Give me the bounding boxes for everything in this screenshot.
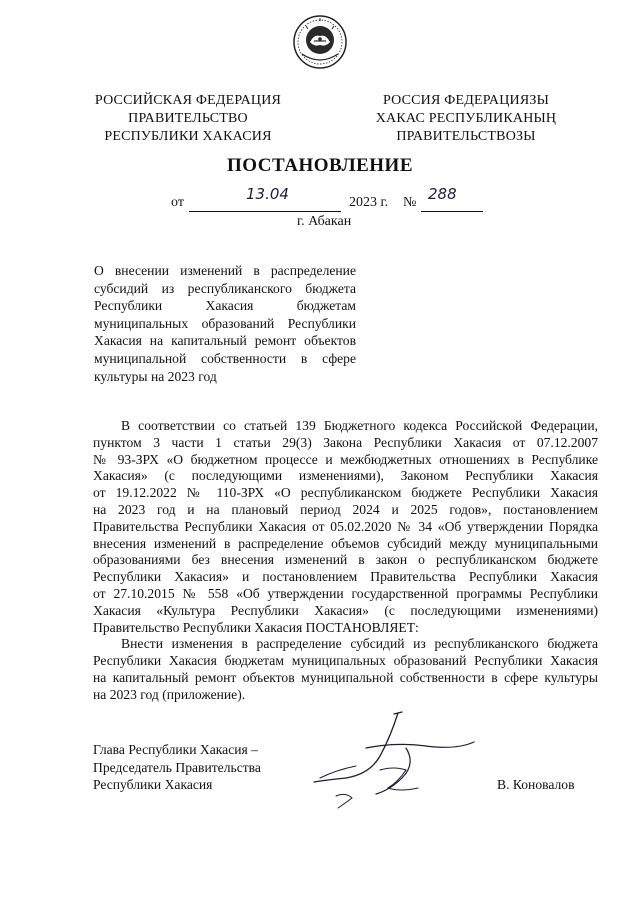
signatory-position-line: Глава Республики Хакасия – [93,742,258,757]
signatory-name: В. Коновалов [497,777,575,792]
body-line: Правительства Республики Хакасия от 05.02.2020 № 34 «Об утверждении Порядка [93,518,598,534]
body-line: на капитальный ремонт объектов муниципальной собственности в сфере культуры [93,669,598,685]
subject-block [94,262,356,385]
body-line: от 27.10.2015 № 558 «Об утверждении государственной программы Республики [93,585,598,601]
header-right-line: РОССИЯ ФЕДЕРАЦИЯЗЫ [382,93,550,108]
from-label: от [171,195,184,210]
coat-of-arms-icon [292,14,348,70]
subject-line: Республики Хакасия бюджетам [94,298,356,314]
signatory-position [93,741,293,794]
number-underline [421,211,483,212]
body-line: № 93-ЗРХ «О бюджетном процессе и межбюджетных отношениях в Республике [93,451,598,467]
subject-line: О внесении изменений в распределение [94,263,356,278]
body-line: на 2023 год (приложение). [93,686,246,702]
subject-line: Хакасия на капитальный ремонт объектов [94,333,356,349]
header-right [366,92,566,146]
date-handwritten: 13.04 [246,185,289,203]
body-line: Хакасия» (с последующими изменениями), Законом Республики Хакасия [93,468,598,484]
number-handwritten: 288 [428,185,457,203]
date-underline [189,211,341,212]
date-line [0,185,640,215]
body-text [93,418,598,704]
body-line: внесения изменений в распределение объемов субсидий между муниципальными [93,535,598,551]
city: г. Абакан [297,214,352,229]
year-text: 2023 г. [349,195,389,210]
body-line: от 19.12.2022 № 110-ЗРХ «О республиканском бюджете Республики Хакасия [93,485,598,501]
signatory-position-line: Республики Хакасия [93,777,213,792]
subject-line: муниципальной собственности в сфере [94,350,356,366]
body-line: образованиями без внесения изменений в закон о республиканском бюджете [93,552,598,568]
body-line: Республики Хакасия» и постановлением Правительства Республики Хакасия [93,569,598,585]
subject-line: муниципальных образований Республики [94,315,356,331]
subject-line: культуры на 2023 год [94,368,217,384]
body-line: Республики Хакасия бюджетам муниципальных образований Республики Хакасия [93,653,598,669]
header-right-line: ХАКАС РЕСПУБЛИКАНЫҢ [375,111,557,126]
header-left-line: ПРАВИТЕЛЬСТВО [128,111,248,126]
header-right-line: ПРАВИТЕЛЬСТВОЗЫ [396,129,536,144]
header-left-line: РОССИЙСКАЯ ФЕДЕРАЦИЯ [94,93,282,108]
header-left [88,92,288,146]
body-line: Хакасия «Культура Республики Хакасия» (с последующими изменениями) [93,602,598,618]
signatory-position-line: Председатель Правительства [93,759,261,775]
handwritten-signature [306,708,486,818]
number-label: № [403,195,417,210]
subject-line: субсидий из республиканского бюджета [94,280,356,296]
body-line: на 2023 год и на плановый период 2024 и 2025 годов», постановлением [93,501,598,517]
document-title: ПОСТАНОВЛЕНИЕ [226,155,414,176]
header-left-line: РЕСПУБЛИКИ ХАКАСИЯ [104,129,272,144]
body-line: Правительство Республики Хакасия ПОСТАНОВЛЯЕТ: [93,619,419,635]
body-line: пунктом 3 части 1 статьи 29(3) Закона Республики Хакасия от 07.12.2007 [93,434,598,450]
body-line: Внести изменения в распределение субсидий из республиканского бюджета [121,636,598,652]
body-line: В соответствии со статьей 139 Бюджетного кодекса Российской Федерации, [121,418,598,433]
